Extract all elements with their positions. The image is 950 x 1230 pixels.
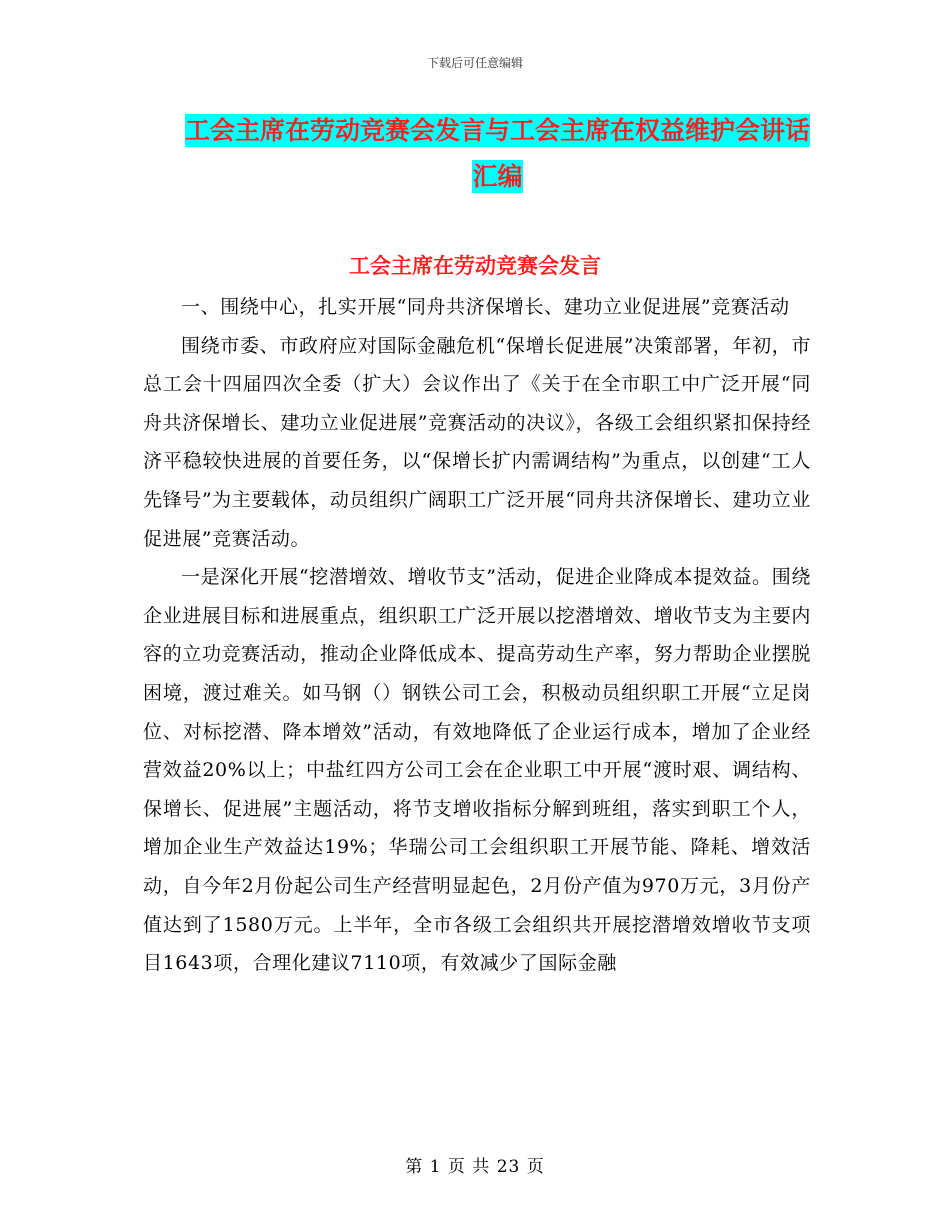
document-title-text: 工会主席在劳动竞赛会发言与工会主席在权益维护会讲话汇编 xyxy=(185,116,811,191)
page-footer: 第 1 页 共 23 页 xyxy=(405,1157,545,1177)
header-note: 下载后可任意编辑 xyxy=(426,56,523,70)
paragraph: 围绕市委、市政府应对国际金融危机“保增长促进展”决策部署，年初，市总工会十四届四次全委（扩大）会议作出了《关于在全市职工中广泛开展“同舟共济保增长、建功立业促进展”竞赛活动的决议》，各级工会组织紧扣保持经济平稳较快进展的首要任务，以“保增长扩内需调结构”为重点，以创建“工人先锋号”为主要载体，动员组织广阔职工广泛开展“同舟共济保增长、建功立业促进展”竞赛活动。 xyxy=(143,334,811,550)
document-title xyxy=(185,108,810,200)
paragraph: 一、围绕中心，扎实开展“同舟共济保增长、建功立业促进展”竞赛活动 xyxy=(181,296,790,318)
paragraph: 一是深化开展“挖潜增效、增收节支”活动，促进企业降成本提效益。围绕企业进展目标和进展重点，组织职工广泛开展以挖潜增效、增收节支为主要内容的立功竞赛活动，推动企业降低成本、提高劳动生产率，努力帮助企业摆脱困境，渡过难关。如马钢（）钢铁公司工会，积极动员组织职工开展“立足岗位、对标挖潜、降本增效”活动，有效地降低了企业运行成本，增加了企业经营效益20%以上；中盐红四方公司工会在企业职工中开展“渡时艰、调结构、保增长、促进展”主题活动，将节支增收指标分解到班组，落实到职工个人，增加企业生产效益达19%；华瑞公司工会组织职工开展节能、降耗、增效活动，自今年2月份起公司生产经营明显起色，2月份产值为970万元，3月份产值达到了1580万元。上半年，全市各级工会组织共开展挖潜增效增收节支项目1643项，合理化建议7110项，有效减少了国际金融 xyxy=(143,566,811,975)
section-title: 工会主席在劳动竞赛会发言 xyxy=(349,254,601,278)
document-body xyxy=(143,288,811,983)
